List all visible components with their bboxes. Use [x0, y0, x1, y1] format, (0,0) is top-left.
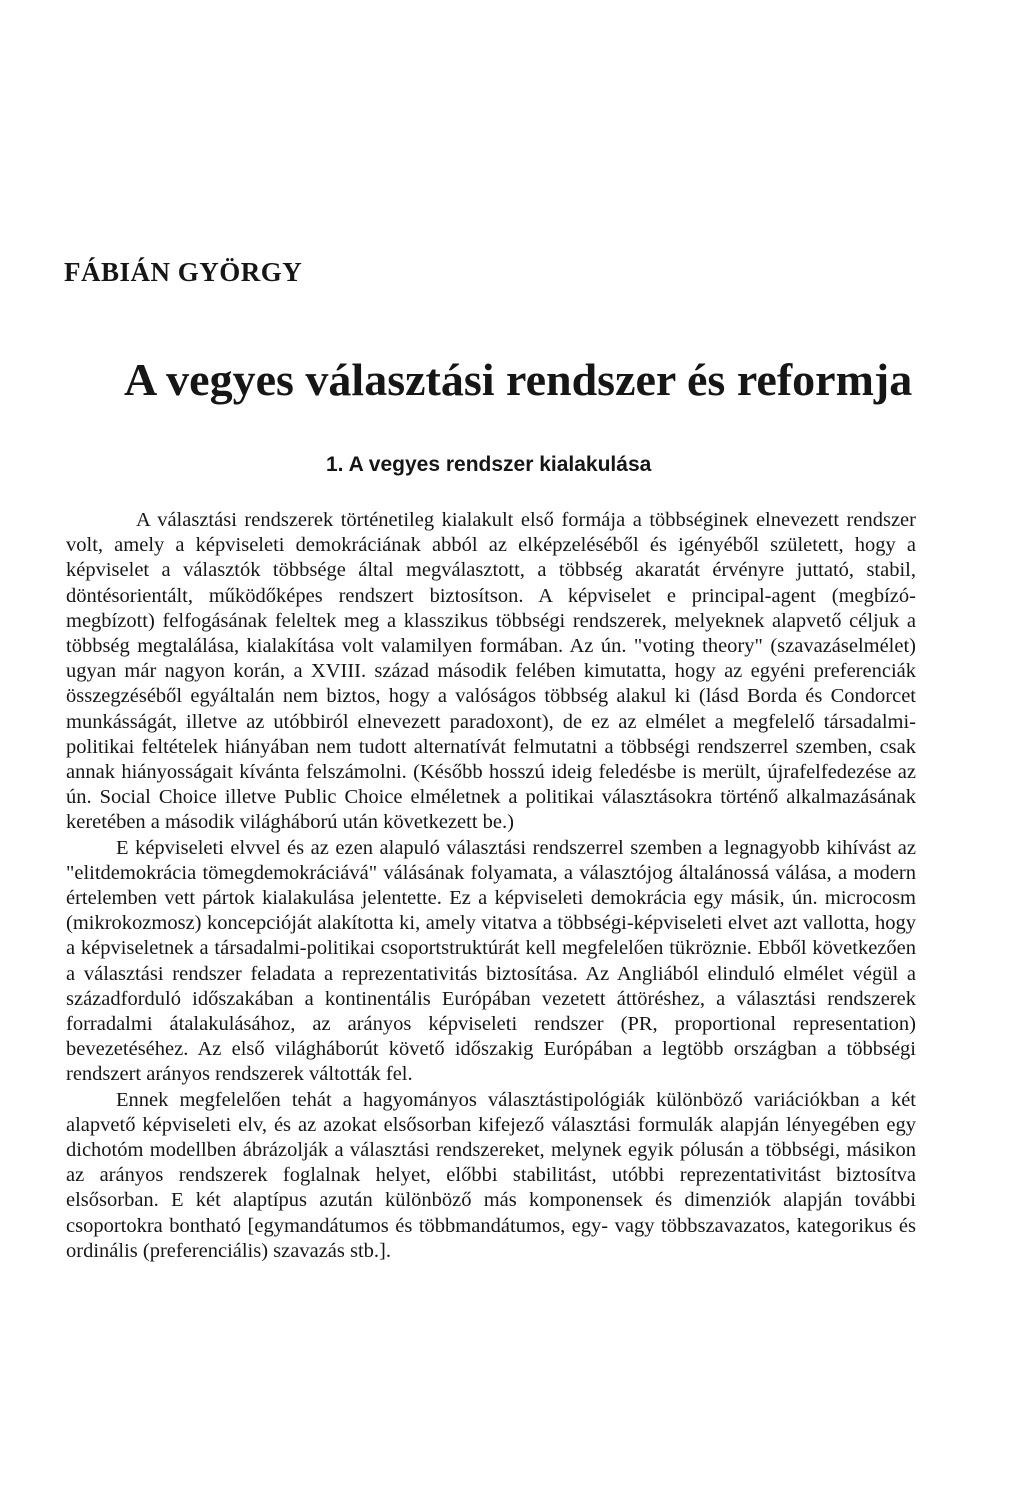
article-title: A vegyes választási rendszer és reformja — [124, 354, 913, 405]
paragraph-3: Ennek megfelelően tehát a hagyományos választástipológiák különböző variációkban a két alapvető képviseleti elv, és az azokat elsősorban kifejező választási formulák alapján lényegében egy dichotóm modellben ábrázolják a választási rendszereket, melynek egyik pólusán a többségi, másikon az arányos rendszerek foglalnak helyet, előbbi stabilitást, utóbbi reprezentativitást biztosítva elsősorban. E két alaptípus azután különböző más komponensek és dimenziók alapján további csoportokra bontható [egymandátumos és többmandátumos, egy- vagy többszavazatos, kategorikus és ordinális (preferenciális) szavazás stb.]. — [66, 1088, 916, 1262]
article-body — [66, 508, 916, 1264]
paragraph-1: A választási rendszerek történetileg kialakult első formája a többséginek elnevezett rendszer volt, amely a képviseleti demokráciának abból az elképzeléséből és igényéből született, hogy a képviselet a választók többsége által megválasztott, a többség akaratát érvényre juttató, stabil, döntésorientált, működőképes rendszert biztosítson. A képviselet e principal-agent (megbízó-megbízott) felfogásának feleltek meg a klasszikus többségi rendszerek, melyeknek alapvető céljuk a többség megtalálása, kialakítása volt valamilyen formában. Az ún. "voting theory" (szavazáselmélet) ugyan már nagyon korán, a XVIII. század második felében kimutatta, hogy az egyéni preferenciák összegzéséből egyáltalán nem biztos, hogy a valóságos többség alakul ki (lásd Borda és Condorcet munkásságát, illetve az utóbbiról elnevezett paradoxont), de ez az elmélet a megfelelő társadalmi-politikai feltételek hiányában nem tudott alternatívát felmutatni a többségi rendszerrel szemben, csak annak hiányosságait kívánta felszámolni. (Később hosszú ideig feledésbe is merült, újrafelfedezése az ún. Social Choice illetve Public Choice elméletnek a politikai választásokra történő alkalmazásának keretében a második világháború után következett be.) — [66, 509, 916, 834]
section-heading: 1. A vegyes rendszer kialakulása — [326, 453, 652, 476]
paragraph-2: E képviseleti elvvel és az ezen alapuló választási rendszerrel szemben a legnagyobb kihívást az "elitdemokrácia tömegdemokráciává" válásának folyamata, a választójog általánossá válása, a modern értelemben vett pártok kialakulása jelentette. Ez a képviseleti demokrácia egy másik, ún. microcosm (mikrokozmosz) koncepcióját alakította ki, amely vitatva a többségi-képviseleti elvet azt vallotta, hogy a képviseletnek a társadalmi-politikai csoportstruktúrát kell megfelelően tükröznie. Ebből következően a választási rendszer feladata a reprezentativitás biztosítása. Az Angliából elinduló elmélet végül a századforduló időszakában a kontinentális Európában vezetett áttöréshez, a választási rendszerek forradalmi átalakulásához, az arányos képviseleti rendszer (PR, proportional representation) bevezetéséhez. Az első világháborút követő időszakig Európában a legtöbb országban a többségi rendszert arányos rendszerek váltották fel. — [66, 836, 916, 1086]
author-name: FÁBIÁN GYÖRGY — [64, 257, 303, 287]
